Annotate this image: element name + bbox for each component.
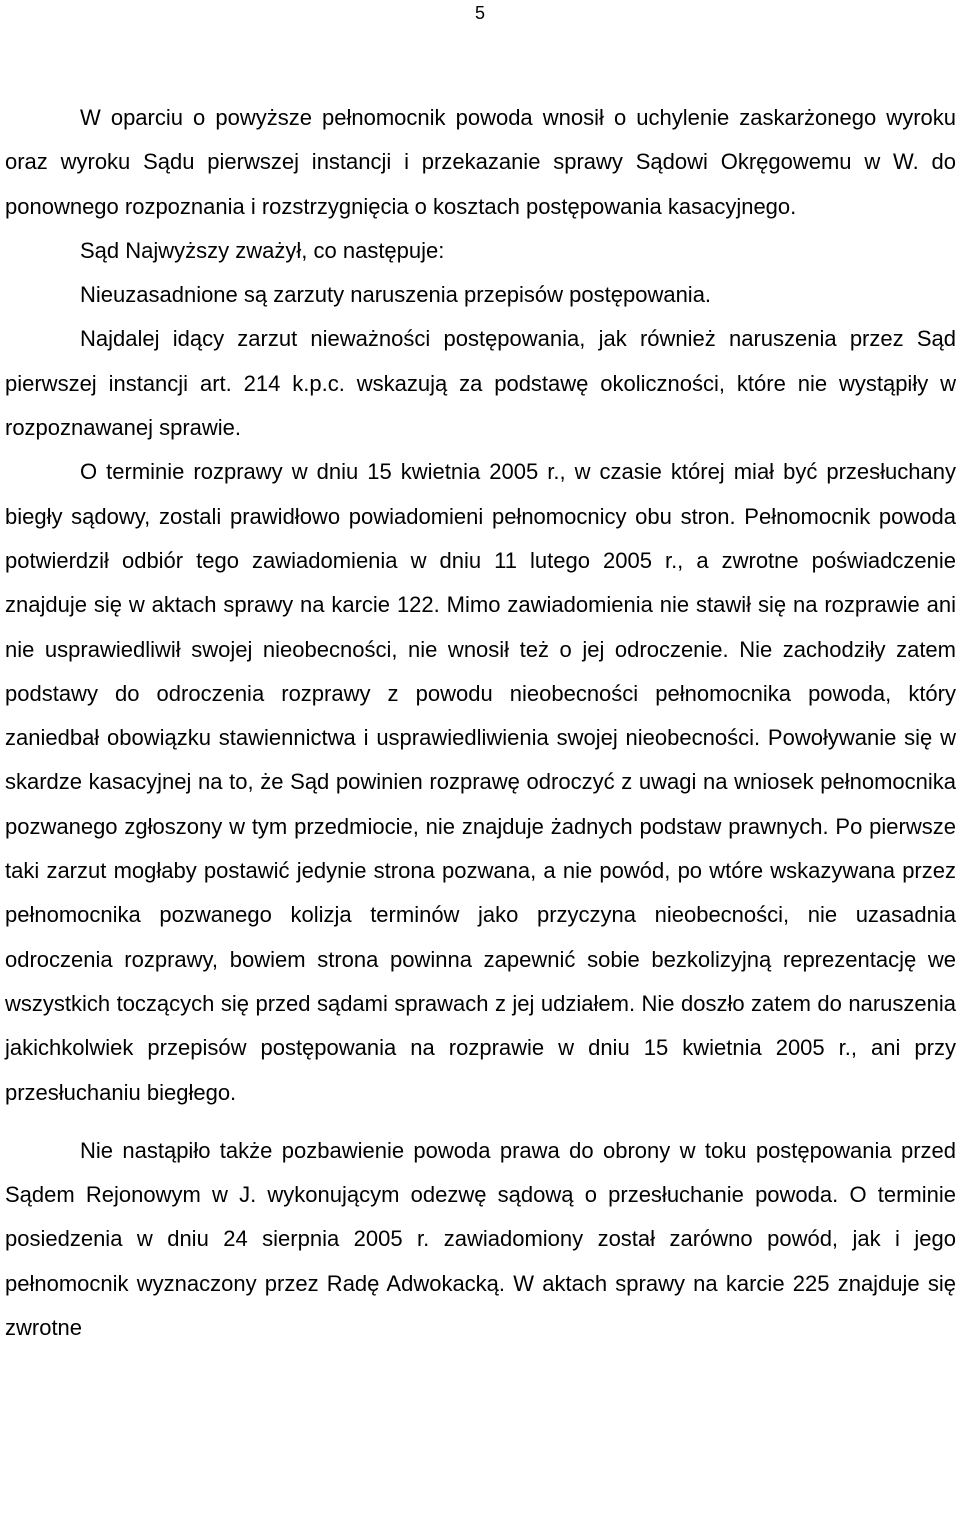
document-body (5, 96, 956, 1350)
paragraph-motion: W oparciu o powyższe pełnomocnik powoda wnosił o uchylenie zaskarżonego wyroku oraz wyroku Sądu pierwszej instancji i przekazanie sprawy Sądowi Okręgowemu w W. do ponownego rozpoznania i rozstrzygnięcia o kosztach postępowania kasacyjnego. (5, 105, 956, 219)
paragraph-hearing-date: O terminie rozprawy w dniu 15 kwietnia 2005 r., w czasie której miał być przesłuchany biegły sądowy, zostali prawidłowo powiadomieni pełnomocnicy obu stron. Pełnomocnik powoda potwierdził odbiór tego zawiadomienia w dniu 11 lutego 2005 r., a zwrotne poświadczenie znajduje się w aktach sprawy na karcie 122. Mimo zawiadomienia nie stawił się na rozprawie ani nie usprawiedliwił swojej nieobecności, nie wnosił też o jej odroczenie. Nie zachodziły zatem podstawy do odroczenia rozprawy z powodu nieobecności pełnomocnika powoda, który zaniedbał obowiązku stawiennictwa i usprawiedliwienia swojej nieobecności. Powoływanie się w skardze kasacyjnej na to, że Sąd powinien rozprawę odroczyć z uwagi na wniosek pełnomocnika pozwanego zgłoszony w tym przedmiocie, nie znajduje żadnych podstaw prawnych. Po pierwsze taki zarzut mogłaby postawić jedynie strona pozwana, a nie powód, po wtóre wskazywana przez pełnomocnika pozwanego kolizja terminów jako przyczyna nieobecności, nie uzasadnia odroczenia rozprawy, bowiem strona powinna zapewnić sobie bezkolizyjną reprezentację we wszystkich toczących się przed sądami sprawach z jej udziałem. Nie doszło zatem do naruszenia jakichkolwiek przepisów postępowania na rozprawie w dniu 15 kwietnia 2005 r., ani przy przesłuchaniu biegłego. (5, 459, 956, 1105)
paragraph-court-considered: Sąd Najwyższy zważył, co następuje: (80, 237, 445, 263)
paragraph-procedural-objections: Nieuzasadnione są zarzuty naruszenia przepisów postępowania. (80, 282, 712, 308)
paragraph-right-of-defence: Nie nastąpiło także pozbawienie powoda prawa do obrony w toku postępowania przed Sądem Rejonowym w J. wykonującym odezwę sądową o przesłuchanie powoda. O terminie posiedzenia w dniu 24 sierpnia 2005 r. zawiadomiony został zarówno powód, jak i jego pełnomocnik wyznaczony przez Radę Adwokacką. W aktach sprawy na karcie 225 znajduje się zwrotne (5, 1137, 956, 1341)
page-number: 5 (474, 3, 485, 23)
paragraph-nullity-objection: Najdalej idący zarzut nieważności postępowania, jak również naruszenia przez Sąd pierwszej instancji art. 214 k.p.c. wskazują za podstawę okoliczności, które nie wystąpiły w rozpoznawanej sprawie. (5, 326, 956, 441)
